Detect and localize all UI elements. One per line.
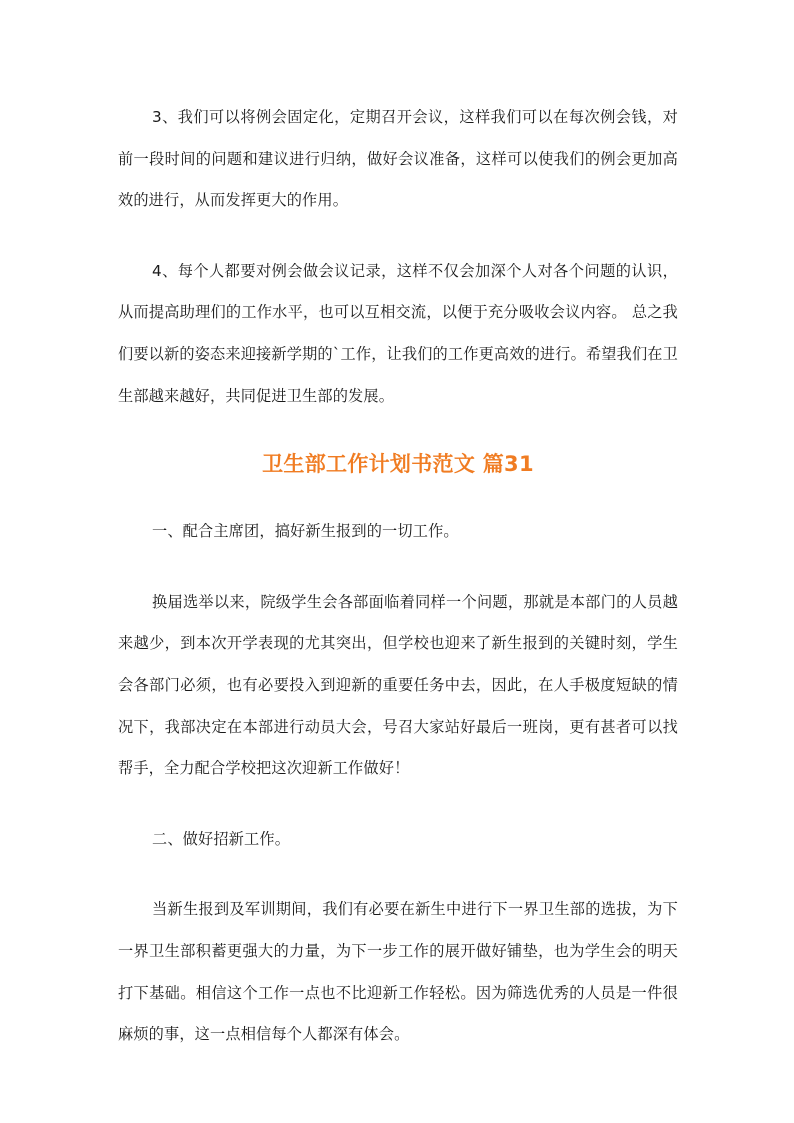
paragraph-spacer [118,222,678,251]
paragraph-item-3: 3、我们可以将例会固定化，定期召开会议，这样我们可以在每次例会钱，对前一段时间的问题和建议进行归纳，做好会议准备，这样可以使我们的例会更加高效的进行，从而发挥更大的作用。 [118,108,678,210]
subheading-one: 一、配合主席团，搞好新生报到的一切工作。 [152,522,459,541]
document-page [118,97,678,1056]
subheading-two: 二、做好招新工作。 [152,829,291,848]
paragraph-spacer [118,553,678,582]
heading-spacer [118,493,678,511]
paragraph-recruitment-plan: 当新生报到及军训期间，我们有必要在新生中进行下一界卫生部的选拔，为下一界卫生部积蓄更强大的力量，为下一步工作的展开做好铺垫，也为学生会的明天打下基础。相信这个工作一点也不比迎新工作轻松。因为筛选优秀的人员是一件很麻烦的事，这一点相信每个人都深有体会。 [118,900,678,1044]
paragraph-spacer [118,860,678,889]
paragraph-spacer [118,790,678,819]
section-heading: 卫生部工作计划书范文 篇31 [262,452,534,477]
heading-spacer [118,417,678,435]
paragraph-recruitment-context: 换届选举以来，院级学生会各部面临着同样一个问题，那就是本部门的人员越来越少，到本次开学表现的尤其突出，但学校也迎来了新生报到的关键时刻，学生会各部门必须，也有必要投入到迎新的重要任务中去，因此，在人手极度短缺的情况下，我部决定在本部进行动员大会，号召大家站好最后一班岗，更有甚者可以找帮手，全力配合学校把这次迎新工作做好！ [118,592,678,778]
paragraph-item-4: 4、每个人都要对例会做会议记录，这样不仅会加深个人对各个问题的认识，从而提高助理们的工作水平，也可以互相交流，以便于充分吸收会议内容。 总之我们要以新的姿态来迎接新学期的`工作，让我们的工作更高效的进行。希望我们在卫生部越来越好，共同促进卫生部的发展。 [118,261,678,405]
